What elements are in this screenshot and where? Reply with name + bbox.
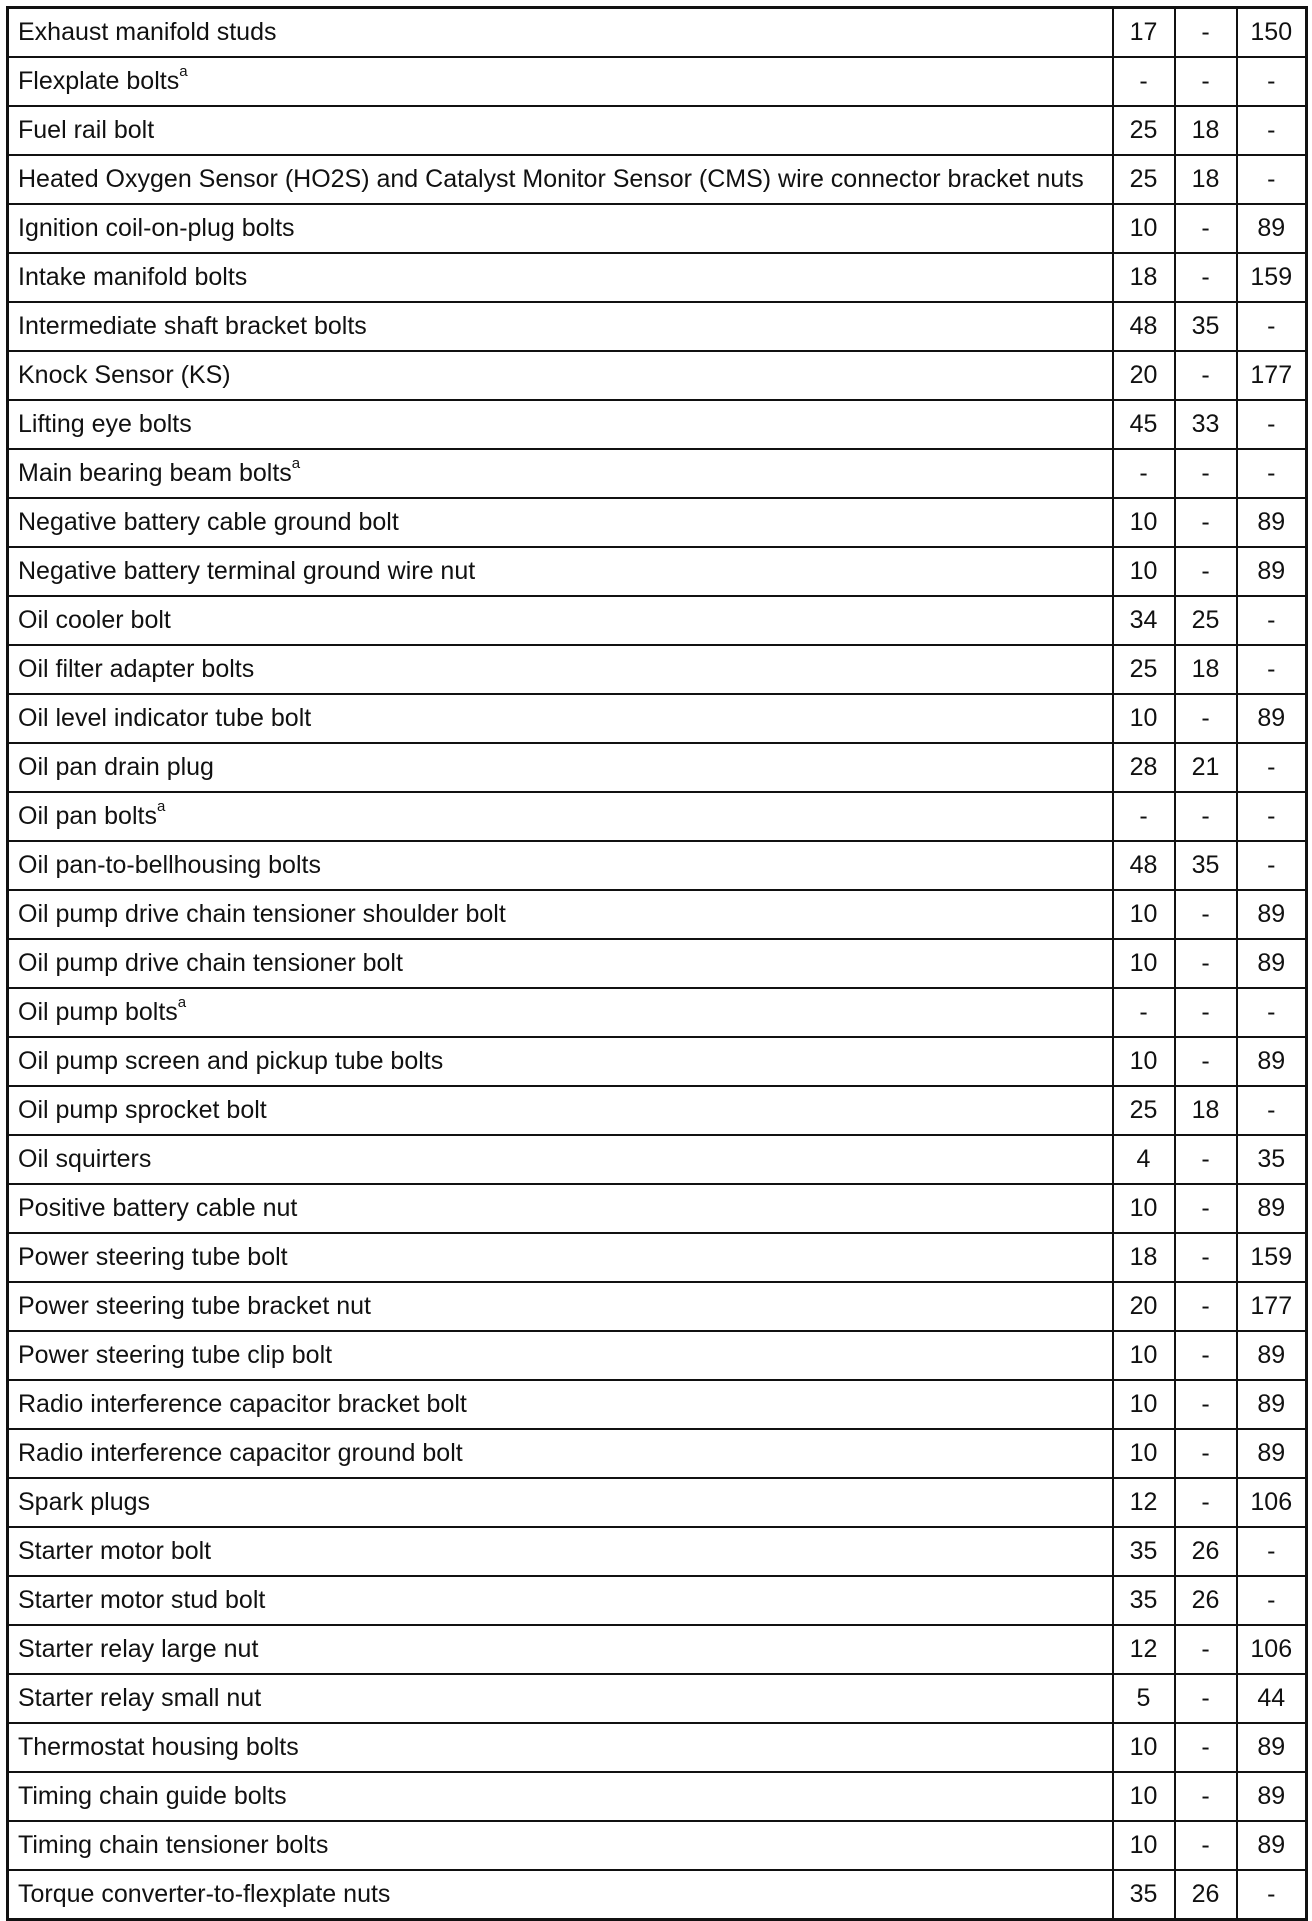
torque-nm-cell: 10: [1113, 694, 1175, 743]
torque-lbft-cell: -: [1175, 204, 1237, 253]
fastener-description-cell: [8, 1723, 1113, 1772]
torque-lbft-cell: 33: [1175, 400, 1237, 449]
torque-nm-cell: 25: [1113, 106, 1175, 155]
fastener-description: Power steering tube clip bolt: [18, 1341, 333, 1369]
fastener-description: Radio interference capacitor ground bolt: [18, 1439, 463, 1467]
fastener-description: Oil pump sprocket bolt: [18, 1096, 267, 1124]
fastener-description-cell: [8, 106, 1113, 155]
torque-nm-cell: 48: [1113, 841, 1175, 890]
torque-lbft-cell: 18: [1175, 155, 1237, 204]
torque-lbin-cell: 106: [1237, 1478, 1307, 1527]
fastener-description-cell: [8, 57, 1113, 106]
torque-nm-cell: 10: [1113, 1037, 1175, 1086]
table-row: [8, 1478, 1307, 1527]
torque-lbft-cell: -: [1175, 57, 1237, 106]
fastener-description-cell: [8, 939, 1113, 988]
fastener-description: Negative battery terminal ground wire nut: [18, 557, 476, 585]
torque-nm-cell: 12: [1113, 1478, 1175, 1527]
torque-lbin-cell: 159: [1237, 1233, 1307, 1282]
fastener-description: Negative battery cable ground bolt: [18, 508, 399, 536]
fastener-description-cell: [8, 1282, 1113, 1331]
torque-lbin-cell: 89: [1237, 939, 1307, 988]
torque-nm-cell: 10: [1113, 1429, 1175, 1478]
torque-lbin-cell: 89: [1237, 1772, 1307, 1821]
torque-lbin-cell: -: [1237, 57, 1307, 106]
table-row: [8, 1821, 1307, 1870]
table-row: [8, 1135, 1307, 1184]
torque-lbin-cell: -: [1237, 106, 1307, 155]
torque-nm-cell: 10: [1113, 204, 1175, 253]
table-row: [8, 1282, 1307, 1331]
torque-lbft-cell: -: [1175, 1478, 1237, 1527]
fastener-description-cell: [8, 792, 1113, 841]
torque-lbft-cell: 26: [1175, 1576, 1237, 1625]
table-row: [8, 596, 1307, 645]
fastener-description-cell: [8, 204, 1113, 253]
torque-nm-cell: 10: [1113, 1772, 1175, 1821]
table-row: [8, 1576, 1307, 1625]
table-row: [8, 792, 1307, 841]
torque-lbin-cell: 89: [1237, 1184, 1307, 1233]
table-row: [8, 400, 1307, 449]
torque-nm-cell: -: [1113, 988, 1175, 1037]
table-row: [8, 498, 1307, 547]
torque-lbft-cell: -: [1175, 694, 1237, 743]
torque-lbft-cell: 35: [1175, 302, 1237, 351]
torque-lbft-cell: 26: [1175, 1870, 1237, 1920]
fastener-description: Intake manifold bolts: [18, 263, 248, 291]
torque-spec-table-body: [8, 8, 1307, 1920]
table-row: [8, 1233, 1307, 1282]
torque-nm-cell: 10: [1113, 1821, 1175, 1870]
footnote-marker: a: [177, 993, 187, 1011]
fastener-description-cell: [8, 1478, 1113, 1527]
fastener-description-cell: [8, 253, 1113, 302]
fastener-description: Exhaust manifold studs: [18, 18, 277, 46]
fastener-description-cell: [8, 694, 1113, 743]
torque-lbin-cell: 89: [1237, 1429, 1307, 1478]
fastener-description-cell: [8, 8, 1113, 58]
torque-lbin-cell: -: [1237, 792, 1307, 841]
table-row: [8, 1674, 1307, 1723]
torque-lbft-cell: -: [1175, 1282, 1237, 1331]
fastener-description: Radio interference capacitor bracket bolt: [18, 1390, 467, 1418]
table-row: [8, 1184, 1307, 1233]
torque-lbin-cell: 89: [1237, 1037, 1307, 1086]
torque-lbin-cell: -: [1237, 1086, 1307, 1135]
torque-lbin-cell: 89: [1237, 498, 1307, 547]
fastener-description-cell: [8, 1870, 1113, 1920]
torque-lbin-cell: -: [1237, 596, 1307, 645]
torque-lbin-cell: -: [1237, 449, 1307, 498]
table-row: [8, 155, 1307, 204]
table-row: [8, 1086, 1307, 1135]
torque-lbin-cell: 89: [1237, 890, 1307, 939]
torque-lbft-cell: 35: [1175, 841, 1237, 890]
torque-nm-cell: 10: [1113, 890, 1175, 939]
torque-nm-cell: 20: [1113, 351, 1175, 400]
torque-lbin-cell: 177: [1237, 1282, 1307, 1331]
torque-lbft-cell: -: [1175, 988, 1237, 1037]
table-row: [8, 1772, 1307, 1821]
fastener-description-cell: [8, 596, 1113, 645]
footnote-marker: a: [179, 62, 188, 80]
torque-nm-cell: 35: [1113, 1870, 1175, 1920]
fastener-description: Oil level indicator tube bolt: [18, 704, 312, 732]
torque-nm-cell: 10: [1113, 1723, 1175, 1772]
fastener-description-cell: [8, 1674, 1113, 1723]
torque-nm-cell: 48: [1113, 302, 1175, 351]
torque-lbft-cell: -: [1175, 1821, 1237, 1870]
torque-lbft-cell: -: [1175, 253, 1237, 302]
table-row: [8, 1037, 1307, 1086]
torque-lbin-cell: -: [1237, 155, 1307, 204]
torque-lbft-cell: -: [1175, 1037, 1237, 1086]
fastener-description: Thermostat housing bolts: [18, 1733, 299, 1761]
torque-lbin-cell: 106: [1237, 1625, 1307, 1674]
torque-lbin-cell: 89: [1237, 547, 1307, 596]
torque-nm-cell: 35: [1113, 1527, 1175, 1576]
torque-nm-cell: 18: [1113, 253, 1175, 302]
fastener-description: Torque converter-to-flexplate nuts: [18, 1880, 391, 1908]
torque-nm-cell: 35: [1113, 1576, 1175, 1625]
fastener-description-cell: [8, 1331, 1113, 1380]
fastener-description: Oil pan drain plug: [18, 753, 214, 781]
fastener-description-cell: [8, 1527, 1113, 1576]
torque-nm-cell: -: [1113, 792, 1175, 841]
torque-lbin-cell: -: [1237, 645, 1307, 694]
torque-nm-cell: 45: [1113, 400, 1175, 449]
table-row: [8, 106, 1307, 155]
fastener-description: Timing chain guide bolts: [18, 1782, 287, 1810]
fastener-description: Timing chain tensioner bolts: [18, 1831, 329, 1859]
fastener-description: Main bearing beam bolts: [18, 459, 292, 487]
fastener-description-cell: [8, 1184, 1113, 1233]
fastener-description: Oil pump drive chain tensioner shoulder bolt: [18, 900, 506, 928]
torque-lbin-cell: 150: [1237, 8, 1307, 58]
torque-lbft-cell: -: [1175, 1723, 1237, 1772]
fastener-description-cell: [8, 1233, 1113, 1282]
fastener-description-cell: [8, 400, 1113, 449]
torque-lbin-cell: 89: [1237, 694, 1307, 743]
torque-lbft-cell: 18: [1175, 1086, 1237, 1135]
table-row: [8, 890, 1307, 939]
torque-lbft-cell: -: [1175, 939, 1237, 988]
torque-lbft-cell: -: [1175, 1184, 1237, 1233]
table-row: [8, 1625, 1307, 1674]
table-row: [8, 841, 1307, 890]
fastener-description: Oil cooler bolt: [18, 606, 171, 634]
torque-lbin-cell: -: [1237, 1870, 1307, 1920]
torque-lbft-cell: -: [1175, 1429, 1237, 1478]
fastener-description-cell: [8, 1576, 1113, 1625]
torque-lbft-cell: 18: [1175, 645, 1237, 694]
torque-lbft-cell: -: [1175, 8, 1237, 58]
torque-lbin-cell: 35: [1237, 1135, 1307, 1184]
torque-lbin-cell: -: [1237, 988, 1307, 1037]
torque-lbft-cell: -: [1175, 1380, 1237, 1429]
torque-nm-cell: 10: [1113, 1184, 1175, 1233]
fastener-description: Starter relay small nut: [18, 1684, 262, 1712]
torque-lbft-cell: -: [1175, 1233, 1237, 1282]
torque-lbft-cell: -: [1175, 351, 1237, 400]
table-row: [8, 1429, 1307, 1478]
fastener-description: Lifting eye bolts: [18, 410, 192, 438]
fastener-description-cell: [8, 988, 1113, 1037]
torque-nm-cell: -: [1113, 57, 1175, 106]
torque-lbin-cell: -: [1237, 302, 1307, 351]
fastener-description-cell: [8, 498, 1113, 547]
fastener-description-cell: [8, 155, 1113, 204]
torque-lbft-cell: -: [1175, 1331, 1237, 1380]
fastener-description: Starter relay large nut: [18, 1635, 259, 1663]
fastener-description: Oil filter adapter bolts: [18, 655, 255, 683]
table-row: [8, 1331, 1307, 1380]
fastener-description-cell: [8, 841, 1113, 890]
table-row: [8, 8, 1307, 58]
fastener-description: Knock Sensor (KS): [18, 361, 231, 389]
fastener-description: Intermediate shaft bracket bolts: [18, 312, 367, 340]
fastener-description-cell: [8, 351, 1113, 400]
fastener-description-cell: [8, 1821, 1113, 1870]
torque-lbin-cell: 177: [1237, 351, 1307, 400]
table-row: [8, 253, 1307, 302]
torque-nm-cell: 10: [1113, 1380, 1175, 1429]
fastener-description-cell: [8, 743, 1113, 792]
fastener-description-cell: [8, 449, 1113, 498]
torque-lbft-cell: 21: [1175, 743, 1237, 792]
torque-lbin-cell: 89: [1237, 1723, 1307, 1772]
torque-lbin-cell: -: [1237, 1576, 1307, 1625]
fastener-description-cell: [8, 1380, 1113, 1429]
fastener-description: Spark plugs: [18, 1488, 151, 1516]
torque-nm-cell: 25: [1113, 645, 1175, 694]
fastener-description-cell: [8, 1429, 1113, 1478]
fastener-description: Starter motor bolt: [18, 1537, 212, 1565]
fastener-description-cell: [8, 1772, 1113, 1821]
torque-lbin-cell: 159: [1237, 253, 1307, 302]
torque-lbft-cell: -: [1175, 1625, 1237, 1674]
torque-nm-cell: 25: [1113, 1086, 1175, 1135]
torque-lbin-cell: -: [1237, 400, 1307, 449]
table-row: [8, 351, 1307, 400]
fastener-description: Power steering tube bracket nut: [18, 1292, 371, 1320]
fastener-description-cell: [8, 1086, 1113, 1135]
torque-nm-cell: 34: [1113, 596, 1175, 645]
table-row: [8, 302, 1307, 351]
table-row: [8, 1870, 1307, 1920]
torque-lbin-cell: -: [1237, 1527, 1307, 1576]
footnote-marker: a: [291, 454, 301, 472]
torque-lbft-cell: -: [1175, 1674, 1237, 1723]
fastener-description-cell: [8, 1625, 1113, 1674]
torque-nm-cell: 25: [1113, 155, 1175, 204]
torque-nm-cell: 12: [1113, 1625, 1175, 1674]
fastener-description: Oil pan bolts: [18, 802, 157, 830]
table-row: [8, 1723, 1307, 1772]
torque-lbft-cell: -: [1175, 449, 1237, 498]
table-row: [8, 57, 1307, 106]
table-row: [8, 743, 1307, 792]
torque-lbin-cell: 44: [1237, 1674, 1307, 1723]
torque-nm-cell: 20: [1113, 1282, 1175, 1331]
torque-lbft-cell: -: [1175, 498, 1237, 547]
torque-nm-cell: 10: [1113, 939, 1175, 988]
fastener-description: Fuel rail bolt: [18, 116, 155, 144]
torque-lbin-cell: 89: [1237, 204, 1307, 253]
torque-lbin-cell: -: [1237, 743, 1307, 792]
torque-lbin-cell: -: [1237, 841, 1307, 890]
fastener-description: Ignition coil-on-plug bolts: [18, 214, 295, 242]
torque-lbin-cell: 89: [1237, 1821, 1307, 1870]
table-row: [8, 449, 1307, 498]
fastener-description: Oil pump screen and pickup tube bolts: [18, 1047, 444, 1075]
fastener-description-cell: [8, 302, 1113, 351]
table-row: [8, 645, 1307, 694]
fastener-description-cell: [8, 547, 1113, 596]
torque-nm-cell: 17: [1113, 8, 1175, 58]
torque-lbft-cell: 18: [1175, 106, 1237, 155]
torque-lbft-cell: -: [1175, 1772, 1237, 1821]
fastener-description: Heated Oxygen Sensor (HO2S) and Catalyst Monitor Sensor (CMS) wire connector bracket nuts: [18, 165, 1084, 193]
torque-lbft-cell: -: [1175, 792, 1237, 841]
fastener-description-cell: [8, 645, 1113, 694]
fastener-description: Starter motor stud bolt: [18, 1586, 266, 1614]
torque-spec-table: [6, 6, 1308, 1921]
table-row: [8, 547, 1307, 596]
torque-nm-cell: 5: [1113, 1674, 1175, 1723]
torque-nm-cell: 28: [1113, 743, 1175, 792]
torque-lbin-cell: 89: [1237, 1380, 1307, 1429]
fastener-description-cell: [8, 1135, 1113, 1184]
torque-nm-cell: 10: [1113, 547, 1175, 596]
torque-nm-cell: -: [1113, 449, 1175, 498]
table-row: [8, 204, 1307, 253]
torque-lbft-cell: 25: [1175, 596, 1237, 645]
fastener-description: Oil pump drive chain tensioner bolt: [18, 949, 403, 977]
fastener-description: Oil squirters: [18, 1145, 152, 1173]
torque-lbin-cell: 89: [1237, 1331, 1307, 1380]
torque-lbft-cell: -: [1175, 547, 1237, 596]
torque-lbft-cell: 26: [1175, 1527, 1237, 1576]
fastener-description-cell: [8, 890, 1113, 939]
fastener-description: Oil pump bolts: [18, 998, 178, 1026]
footnote-marker: a: [156, 797, 166, 815]
table-row: [8, 1380, 1307, 1429]
torque-nm-cell: 10: [1113, 498, 1175, 547]
torque-nm-cell: 10: [1113, 1331, 1175, 1380]
torque-nm-cell: 18: [1113, 1233, 1175, 1282]
torque-lbft-cell: -: [1175, 890, 1237, 939]
torque-nm-cell: 4: [1113, 1135, 1175, 1184]
fastener-description-cell: [8, 1037, 1113, 1086]
table-row: [8, 1527, 1307, 1576]
table-row: [8, 988, 1307, 1037]
table-row: [8, 694, 1307, 743]
fastener-description: Flexplate bolts: [18, 67, 180, 95]
torque-lbft-cell: -: [1175, 1135, 1237, 1184]
table-row: [8, 939, 1307, 988]
fastener-description: Oil pan-to-bellhousing bolts: [18, 851, 321, 879]
fastener-description: Positive battery cable nut: [18, 1194, 298, 1222]
fastener-description: Power steering tube bolt: [18, 1243, 288, 1271]
